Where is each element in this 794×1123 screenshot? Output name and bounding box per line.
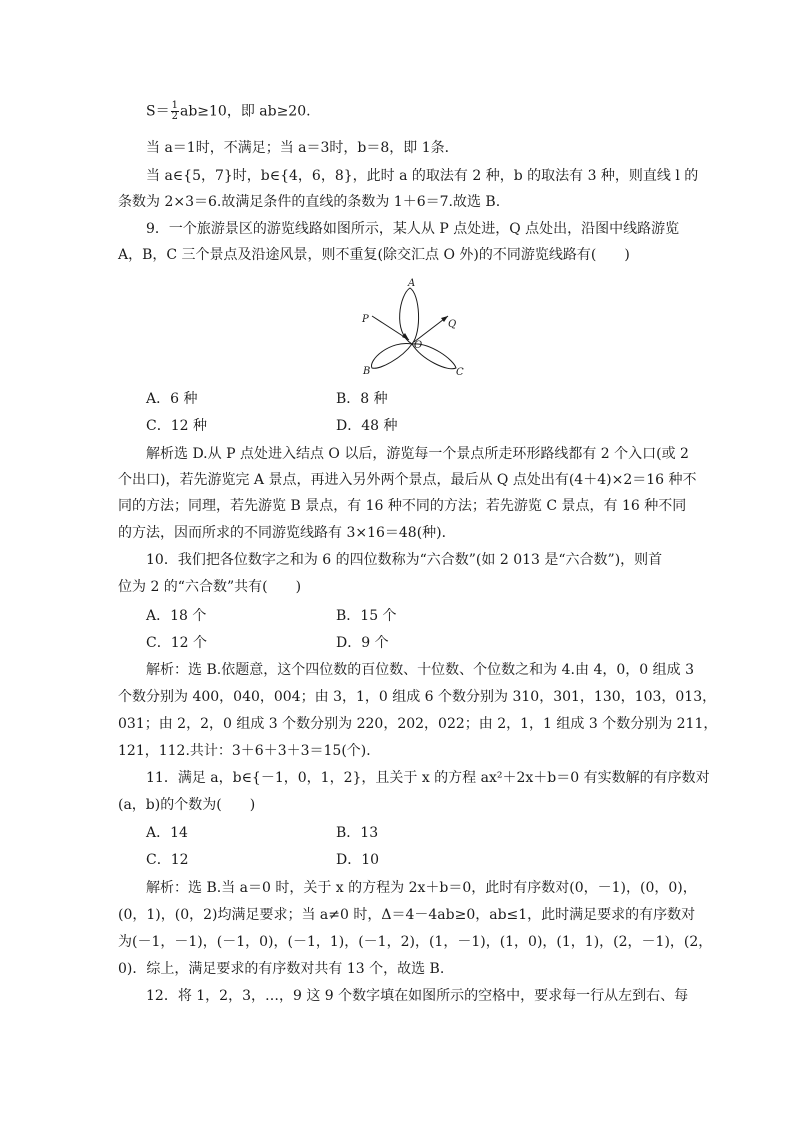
question-9-text: A，B，C 三个景点及沿途风景，则不重复(除交汇点 O 外)的不同游览线路有( )	[118, 247, 630, 263]
q11-option-a: A．14	[146, 825, 188, 841]
answer-9-text: 个出口)，若先游览完 A 景点，再进入另外两个景点，最后从 Q 点处出有(4＋4)×2＝16 种不	[118, 472, 697, 488]
q9-option-c: C．12 种	[146, 418, 207, 434]
question-12-text: 12．将 1，2，3，…，9 这 9 个数字填在如图所示的空格中，要求每一行从左到右、每	[146, 988, 689, 1004]
answer-11-text: 为(－1，－1)，(－1，0)，(－1，1)，(－1，2)，(1，－1)，(1，0)，(1，1)，(2，－1)，(2，	[118, 934, 713, 950]
formula-prefix: S＝	[146, 103, 170, 120]
fraction-denominator: 2	[171, 111, 178, 122]
q10-option-d: D．9 个	[336, 635, 389, 651]
question-11-text: (a，b)的个数为( )	[118, 797, 256, 813]
q10-option-b: B．15 个	[336, 608, 397, 624]
answer-10-text: 解析：选 B.依题意，这个四位数的百位数、十位数、个位数之和为 4.由 4，0，0 组成 3	[146, 662, 694, 678]
q10-option-c: C．12 个	[146, 635, 207, 651]
answer-9-text: 的方法，因而所求的不同游览线路有 3×16＝48(种)．	[118, 525, 456, 541]
tour-route-diagram	[356, 276, 472, 380]
answer-10-text: 031；由 2，2，0 组成 3 个数分别为 220，202，022；由 2，1，1 组成 3 个数分别为 211，	[118, 716, 718, 732]
answer-11-text: 解析：选 B.当 a＝0 时，关于 x 的方程为 2x＋b＝0，此时有序数对(0，－1)，(0，0)，	[146, 880, 697, 896]
label-Q: Q	[448, 319, 457, 330]
text-line: 当 a＝1时，不满足；当 a＝3时，b＝8，即 1条．	[146, 140, 459, 156]
question-9-text: 9．一个旅游景区的游览线路如图所示，某人从 P 点处进，Q 点处出，沿图中线路游览	[146, 221, 680, 237]
answer-10-text: 个数分别为 400，040，004；由 3，1，0 组成 6 个数分别为 310，301，130，103，013，	[118, 689, 717, 705]
question-10-text: 位为 2 的“六合数”共有( )	[118, 579, 302, 595]
label-C: C	[456, 367, 464, 378]
label-B: B	[363, 366, 371, 377]
label-P: P	[362, 314, 369, 325]
answer-9-text: 同的方法；同理，若先游览 B 景点，有 16 种不同的方法；若先游览 C 景点，有 16 种不同	[118, 498, 687, 514]
text-line: 条数为 2×3＝6.故满足条件的直线的条数为 1＋6＝7.故选 B.	[118, 194, 501, 210]
q11-option-b: B．13	[336, 825, 379, 841]
answer-10-text: 121，112.共计：3＋6＋3＋3＝15(个)．	[118, 743, 381, 759]
fraction-numerator: 1	[171, 100, 178, 111]
q9-option-a: A．6 种	[146, 391, 198, 407]
question-11-text: 11．满足 a，b∈{－1，0，1，2}，且关于 x 的方程 ax²＋2x＋b＝0 有实数解的有序数对	[146, 770, 710, 786]
q11-option-c: C．12	[146, 852, 189, 868]
q9-option-d: D．48 种	[336, 418, 398, 434]
q10-option-a: A．18 个	[146, 608, 207, 624]
fraction-one-half	[171, 101, 179, 122]
answer-9-text: 解析选 D.从 P 点处进入结点 O 以后，游览每一个景点所走环形路线都有 2 个入口(或 2	[146, 446, 689, 462]
answer-11-text: (0，1)，(0，2)均满足要求；当 a≠0 时，Δ＝4－4ab≥0，ab≤1，此时满足要求的有序数对	[118, 907, 696, 923]
label-A: A	[408, 278, 416, 289]
formula-line	[146, 101, 706, 122]
loop-B	[372, 343, 412, 368]
formula-suffix: ab≥10，即 ab≥20.	[179, 103, 311, 120]
q9-option-b: B．8 种	[336, 391, 388, 407]
question-10-text: 10．我们把各位数字之和为 6 的四位数称为“六合数”(如 2 013 是“六合数”)，则首	[146, 552, 663, 568]
label-O: O	[414, 340, 423, 351]
answer-11-text: 0)．综上，满足要求的有序数对共有 13 个，故选 B.	[118, 961, 445, 977]
q11-option-d: D．10	[336, 852, 380, 868]
text-line: 当 a∈{5，7}时，b∈{4，6，8}，此时 a 的取法有 2 种，b 的取法有 3 种，则直线 l 的	[146, 168, 699, 184]
